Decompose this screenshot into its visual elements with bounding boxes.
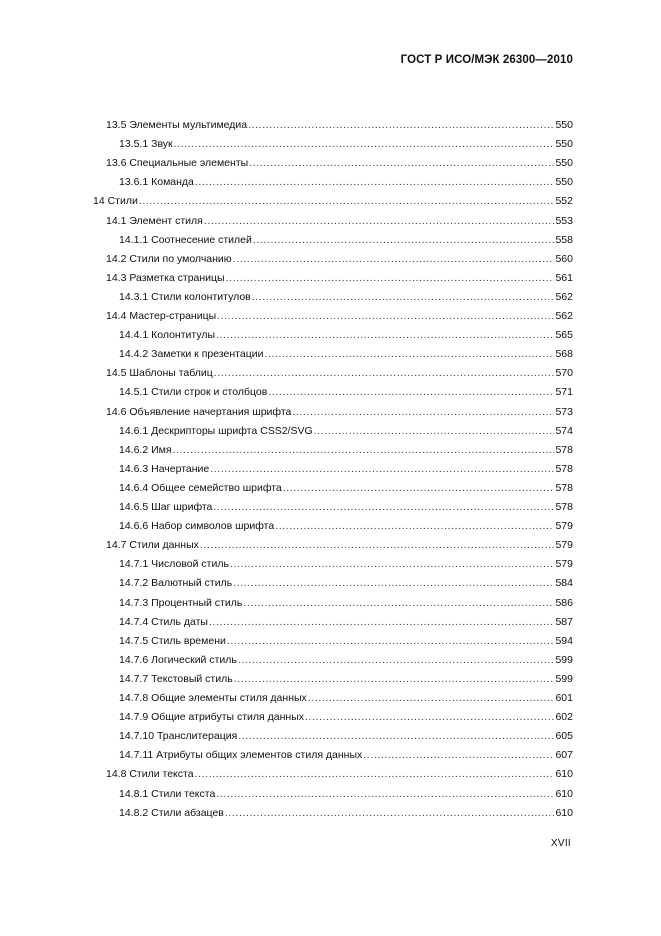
toc-dot-leader [314,423,555,439]
toc-entry-label: 14.3.1 Стили колонтитулов [119,290,251,303]
toc-entry[interactable] [0,308,573,324]
toc-entry-label: 14.7.1 Числовой стиль [119,558,229,571]
toc-entry-page: 602 [555,711,573,724]
toc-entry[interactable] [0,728,573,744]
toc-entry[interactable] [0,461,573,477]
toc-entry[interactable] [0,213,573,229]
toc-dot-leader [209,614,554,630]
toc-dot-leader [213,499,554,515]
toc-entry-page: 565 [555,329,573,342]
toc-dot-leader [363,747,554,763]
toc-entry-page: 584 [555,577,573,590]
toc-entry-page: 578 [555,443,573,456]
toc-entry[interactable] [0,423,573,439]
toc-entry-label: 14.2 Стили по умолчанию [106,252,232,265]
toc-entry-label: 14.6.3 Начертание [119,462,210,475]
toc-dot-leader [195,766,555,782]
toc-entry-label: 13.5 Элементы мультимедиа [106,119,248,131]
toc-entry-label: 14.6.2 Имя [119,443,172,456]
toc-entry-label: 14.6 Объявление начертания шрифта [106,405,292,418]
toc-dot-leader [275,518,554,534]
toc-entry[interactable] [0,518,573,534]
toc-dot-leader [283,480,555,496]
toc-entry[interactable] [0,136,573,152]
toc-entry-page: 579 [555,558,573,571]
toc-entry-page: 587 [555,615,573,628]
toc-entry-label: 14.7.7 Текстовый стиль [119,672,233,685]
toc-entry-page: 553 [555,214,573,227]
toc-entry-label: 14.7.2 Валютный стиль [119,577,233,590]
toc-entry-page: 601 [555,692,573,704]
toc-entry-page: 578 [555,481,573,494]
toc-entry-label: 14 Стили [93,195,138,208]
toc-entry-page: 605 [555,730,573,743]
toc-dot-leader [305,709,554,725]
toc-entry[interactable] [0,155,573,171]
toc-entry-page: 578 [555,501,573,513]
toc-entry-page: 599 [555,653,573,666]
toc-entry-page: 562 [555,290,573,303]
toc-entry-page: 558 [555,233,573,246]
toc-entry-page: 550 [555,119,573,131]
toc-entry-label: 14.5.1 Стили строк и столбцов [119,386,268,399]
toc-dot-leader [210,461,554,477]
toc-entry-label: 14.8.2 Стили абзацев [119,806,224,819]
toc-entry[interactable] [0,671,573,687]
toc-dot-leader [252,289,555,305]
document-header-code: ГОСТ Р ИСО/МЭК 26300—2010 [400,54,573,66]
toc-dot-leader [238,728,554,744]
toc-entry[interactable] [0,384,573,400]
toc-entry[interactable] [0,232,573,248]
toc-dot-leader [214,365,555,381]
toc-entry[interactable] [0,709,573,725]
toc-entry-page: 610 [555,787,573,800]
toc-entry-label: 14.6.6 Набор символов шрифта [119,520,275,533]
toc-dot-leader [216,786,554,802]
toc-entry[interactable] [0,480,573,496]
toc-entry[interactable] [0,575,573,591]
toc-entry-label: 14.1.1 Соотнесение стилей [119,233,252,246]
toc-dot-leader [234,671,555,687]
toc-entry-label: 14.4.1 Колонтитулы [119,329,216,342]
toc-entry-label: 14.1 Элемент стиля [106,214,203,227]
toc-entry[interactable] [0,690,573,706]
toc-dot-leader [268,384,554,400]
toc-entry-page: 578 [555,462,573,475]
toc-entry-label: 14.6.4 Общее семейство шрифта [119,481,282,494]
toc-entry-label: 14.5 Шаблоны таблиц [106,367,213,380]
toc-dot-leader [173,442,555,458]
page-number: XVII [550,838,571,849]
toc-dot-leader [292,404,554,420]
toc-dot-leader [216,327,554,343]
toc-entry-page: 586 [555,596,573,609]
toc-dot-leader [139,193,555,209]
toc-entry-page: 574 [555,424,573,437]
toc-entry-label: 14.7.4 Стиль даты [119,615,208,628]
toc-dot-leader [308,690,555,706]
toc-entry-label: 13.6.1 Команда [119,176,194,189]
toc-entry-page: 594 [555,634,573,647]
toc-entry-page: 562 [555,310,573,322]
toc-entry[interactable] [0,327,573,343]
toc-entry[interactable] [0,346,573,362]
toc-entry-page: 550 [555,138,573,151]
toc-entry[interactable] [0,117,573,133]
toc-entry[interactable] [0,633,573,649]
toc-dot-leader [225,805,555,821]
toc-entry-label: 13.6 Специальные элементы [106,157,249,170]
toc-dot-leader [233,251,555,267]
toc-entry-page: 610 [555,806,573,819]
toc-entry[interactable] [0,595,573,611]
toc-entry-page: 560 [555,252,573,265]
toc-entry[interactable] [0,747,573,763]
toc-entry-label: 14.7.9 Общие атрибуты стиля данных [119,711,304,724]
toc-entry-label: 14.4 Мастер-страницы [106,310,217,322]
toc-dot-leader [264,346,554,362]
toc-entry-label: 14.7.8 Общие элементы стиля данных [119,692,307,704]
toc-entry-label: 14.7 Стили данных [106,539,199,552]
toc-dot-leader [243,595,554,611]
toc-dot-leader [204,213,555,229]
toc-dot-leader [230,556,555,572]
toc-dot-leader [249,155,554,171]
toc-entry-label: 14.7.3 Процентный стиль [119,596,243,609]
toc-entry-label: 14.3 Разметка страницы [106,271,225,284]
toc-dot-leader [195,174,555,190]
toc-entry[interactable] [0,614,573,630]
toc-entry-label: 14.7.6 Логический стиль [119,653,237,666]
toc-entry-label: 14.7.11 Атрибуты общих элементов стиля данных [119,749,363,762]
toc-entry-page: 571 [555,386,573,399]
toc-entry-page: 579 [555,520,573,533]
toc-entry-page: 550 [555,176,573,189]
toc-entry[interactable] [0,499,573,515]
toc-entry-label: 14.6.5 Шаг шрифта [119,501,213,513]
toc-entry-label: 14.7.10 Транслитерация [119,730,238,743]
toc-entry-page: 579 [555,539,573,552]
toc-entry-page: 607 [555,749,573,762]
toc-dot-leader [248,117,554,133]
toc-entry[interactable] [0,365,573,381]
toc-entry-page: 552 [555,195,573,208]
toc-entry[interactable] [0,652,573,668]
toc-dot-leader [226,270,555,286]
toc-entry-page: 599 [555,672,573,685]
toc-entry-label: 14.6.1 Дескрипторы шрифта CSS2/SVG [119,424,313,437]
toc-dot-leader [233,575,554,591]
toc-entry-page: 573 [555,405,573,418]
toc-entry[interactable] [0,174,573,190]
toc-entry-label: 13.5.1 Звук [119,138,173,151]
toc-entry-page: 570 [555,367,573,380]
toc-dot-leader [217,308,554,324]
toc-entry[interactable] [0,289,573,305]
toc-entry[interactable] [0,556,573,572]
toc-entry-page: 568 [555,348,573,361]
toc-entry[interactable] [0,193,573,209]
toc-dot-leader [174,136,555,152]
toc-entry-page: 550 [555,157,573,170]
toc-entry-label: 14.4.2 Заметки к презентации [119,348,264,361]
toc-entry[interactable] [0,766,573,782]
toc-entry-page: 610 [555,768,573,781]
toc-entry[interactable] [0,251,573,267]
toc-dot-leader [253,232,555,248]
toc-entry[interactable] [0,442,573,458]
toc-entry-label: 14.8 Стили текста [106,768,194,781]
toc-entry[interactable] [0,805,573,821]
toc-entry-label: 14.7.5 Стиль времени [119,634,226,647]
toc-entry[interactable] [0,537,573,553]
toc-entry[interactable] [0,404,573,420]
toc-dot-leader [227,633,555,649]
toc-dot-leader [200,537,555,553]
toc-entry[interactable] [0,270,573,286]
toc-dot-leader [238,652,555,668]
toc-entry-label: 14.8.1 Стили текста [119,787,216,800]
toc-entry-page: 561 [555,271,573,284]
toc-entry[interactable] [0,786,573,802]
